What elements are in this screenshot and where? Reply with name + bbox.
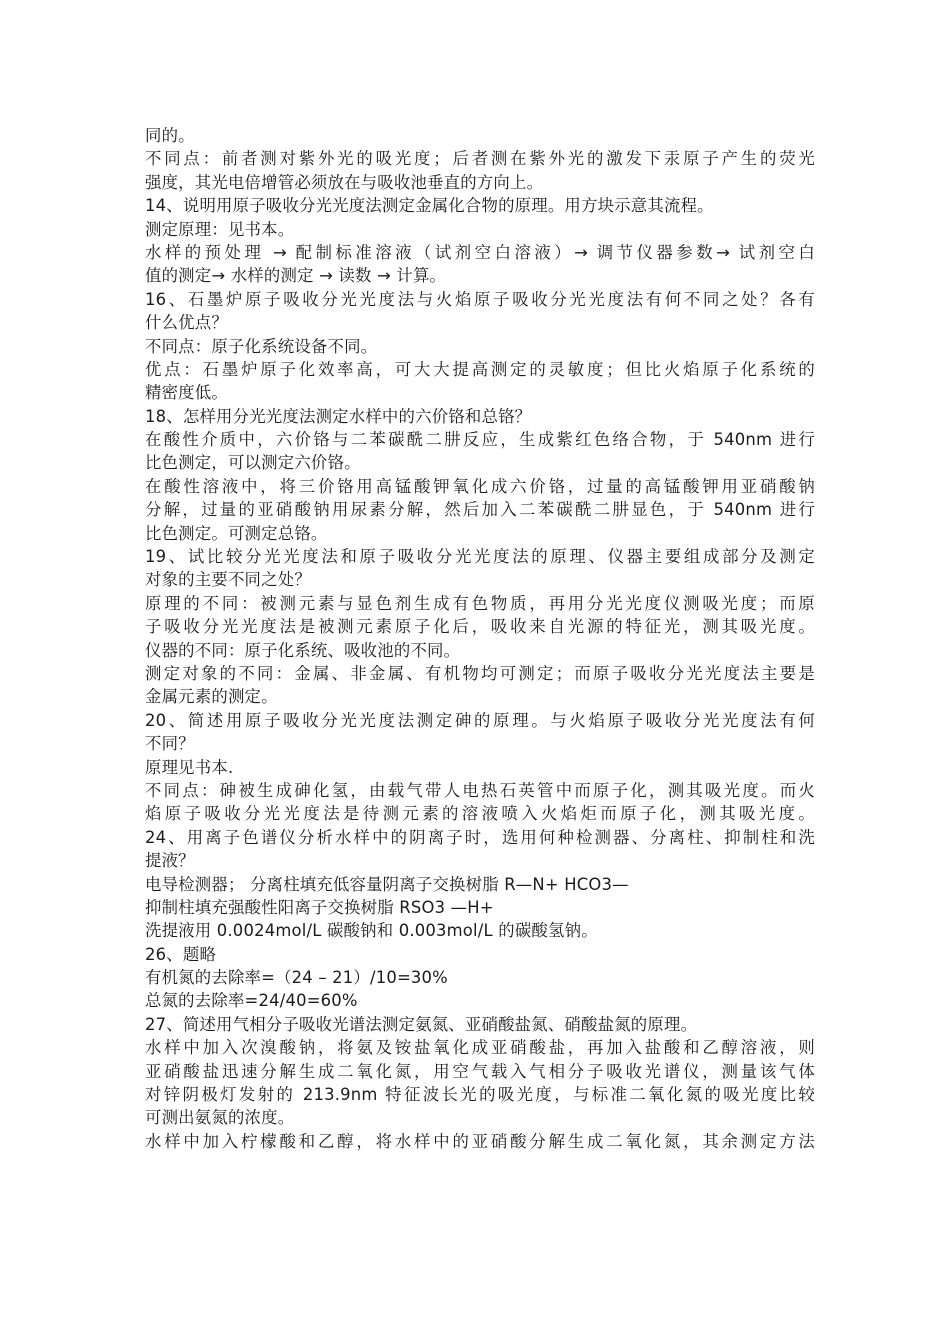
text-line: 精密度低。 xyxy=(145,383,228,403)
text-line: 对锌阴极灯发射的 213.9nm 特征波长光的吸光度，与标准二氧化氮的吸光度比较 xyxy=(145,1085,815,1105)
document-page xyxy=(145,124,815,1153)
text-line: 不同点：前者测对紫外光的吸光度；后者测在紫外光的激发下汞原子产生的荧光 xyxy=(145,149,815,169)
text-line: 20、简述用原子吸收分光光度法测定砷的原理。与火焰原子吸收分光光度法有何 xyxy=(145,710,815,730)
text-line: 值的测定→ 水样的测定 → 读数 → 计算。 xyxy=(145,266,447,286)
text-line: 27、简述用气相分子吸收光谱法测定氨氮、亚硝酸盐氮、硝酸盐氮的原理。 xyxy=(145,1014,698,1034)
text-line: 水样的预处理 → 配制标准溶液（试剂空白溶液）→ 调节仪器参数→ 试剂空白 xyxy=(145,242,815,262)
text-line: 测定对象的不同：金属、非金属、有机物均可测定；而原子吸收分光光度法主要是 xyxy=(145,663,815,683)
text-line: 在酸性溶液中，将三价铬用高锰酸钾氧化成六价铬，过量的高锰酸钾用亚硝酸钠 xyxy=(145,476,815,496)
text-line: 电导检测器； 分离柱填充低容量阴离子交换树脂 R—N+ HCO3— xyxy=(145,874,629,894)
text-line: 总氮的去除率=24/40=60% xyxy=(145,991,358,1011)
text-line: 强度，其光电倍增管必须放在与吸收池垂直的方向上。 xyxy=(145,172,544,192)
text-line: 19、试比较分光光度法和原子吸收分光光度法的原理、仪器主要组成部分及测定 xyxy=(145,547,815,567)
text-line: 有机氮的去除率=（24 – 21）/10=30% xyxy=(145,968,448,988)
text-line: 16、石墨炉原子吸收分光光度法与火焰原子吸收分光光度法有何不同之处？各有 xyxy=(145,289,815,309)
text-line: 在酸性介质中，六价铬与二苯碳酰二肼反应，生成紫红色络合物，于 540nm 进行 xyxy=(145,430,815,450)
text-line: 同的。 xyxy=(145,126,195,145)
text-line: 洗提液用 0.0024mol/L 碳酸钠和 0.003mol/L 的碳酸氢钠。 xyxy=(145,921,598,941)
text-line: 抑制柱填充强酸性阳离子交换树脂 RSO3 —H+ xyxy=(145,897,494,917)
text-line: 优点：石墨炉原子化效率高，可大大提高测定的灵敏度；但比火焰原子化系统的 xyxy=(145,359,815,379)
text-line: 金属元素的测定。 xyxy=(145,687,278,707)
text-line: 比色测定。可测定总铬。 xyxy=(145,523,328,543)
text-line: 原理见书本. xyxy=(145,757,234,777)
text-line: 14、说明用原子吸收分光光度法测定金属化合物的原理。用方块示意其流程。 xyxy=(145,196,714,216)
text-line: 可测出氨氮的浓度。 xyxy=(145,1108,295,1128)
text-line: 26、题略 xyxy=(145,944,217,964)
text-line: 水样中加入次溴酸钠，将氨及铵盐氧化成亚硝酸盐，再加入盐酸和乙醇溶液，则 xyxy=(145,1038,815,1058)
text-line: 提液？ xyxy=(145,851,195,871)
text-line: 18、怎样用分光光度法测定水样中的六价铬和总铬？ xyxy=(145,406,532,426)
text-line: 比色测定，可以测定六价铬。 xyxy=(145,453,361,473)
text-line: 24、用离子色谱仪分析水样中的阴离子时，选用何种检测器、分离柱、抑制柱和洗 xyxy=(145,827,815,847)
text-line: 原理的不同：被测元素与显色剂生成有色物质，再用分光光度仪测吸光度；而原 xyxy=(145,593,815,613)
text-line: 焰原子吸收分光光度法是待测元素的溶液喷入火焰炬而原子化，测其吸光度。 xyxy=(145,804,815,824)
text-line: 对象的主要不同之处？ xyxy=(145,570,311,590)
text-line: 分解，过量的亚硝酸钠用尿素分解，然后加入二苯碳酰二肼显色，于 540nm 进行 xyxy=(145,500,815,520)
text-line: 仪器的不同：原子化系统、吸收池的不同。 xyxy=(145,640,461,660)
text-line: 亚硝酸盐迅速分解生成二氧化氮，用空气载入气相分子吸收光谱仪，测量该气体 xyxy=(145,1061,815,1081)
text-line: 不同点：原子化系统设备不同。 xyxy=(145,336,378,356)
text-line: 什么优点？ xyxy=(145,313,228,333)
text-line: 不同？ xyxy=(145,734,195,754)
text-line: 测定原理：见书本。 xyxy=(145,219,295,239)
text-line: 水样中加入柠檬酸和乙醇，将水样中的亚硝酸分解生成二氧化氮，其余测定方法 xyxy=(145,1131,815,1151)
text-line: 不同点：砷被生成砷化氢，由载气带人电热石英管中而原子化，测其吸光度。而火 xyxy=(145,780,815,800)
text-line: 子吸收分光光度法是被测元素原子化后，吸收来自光源的特征光，测其吸光度。 xyxy=(145,617,815,637)
